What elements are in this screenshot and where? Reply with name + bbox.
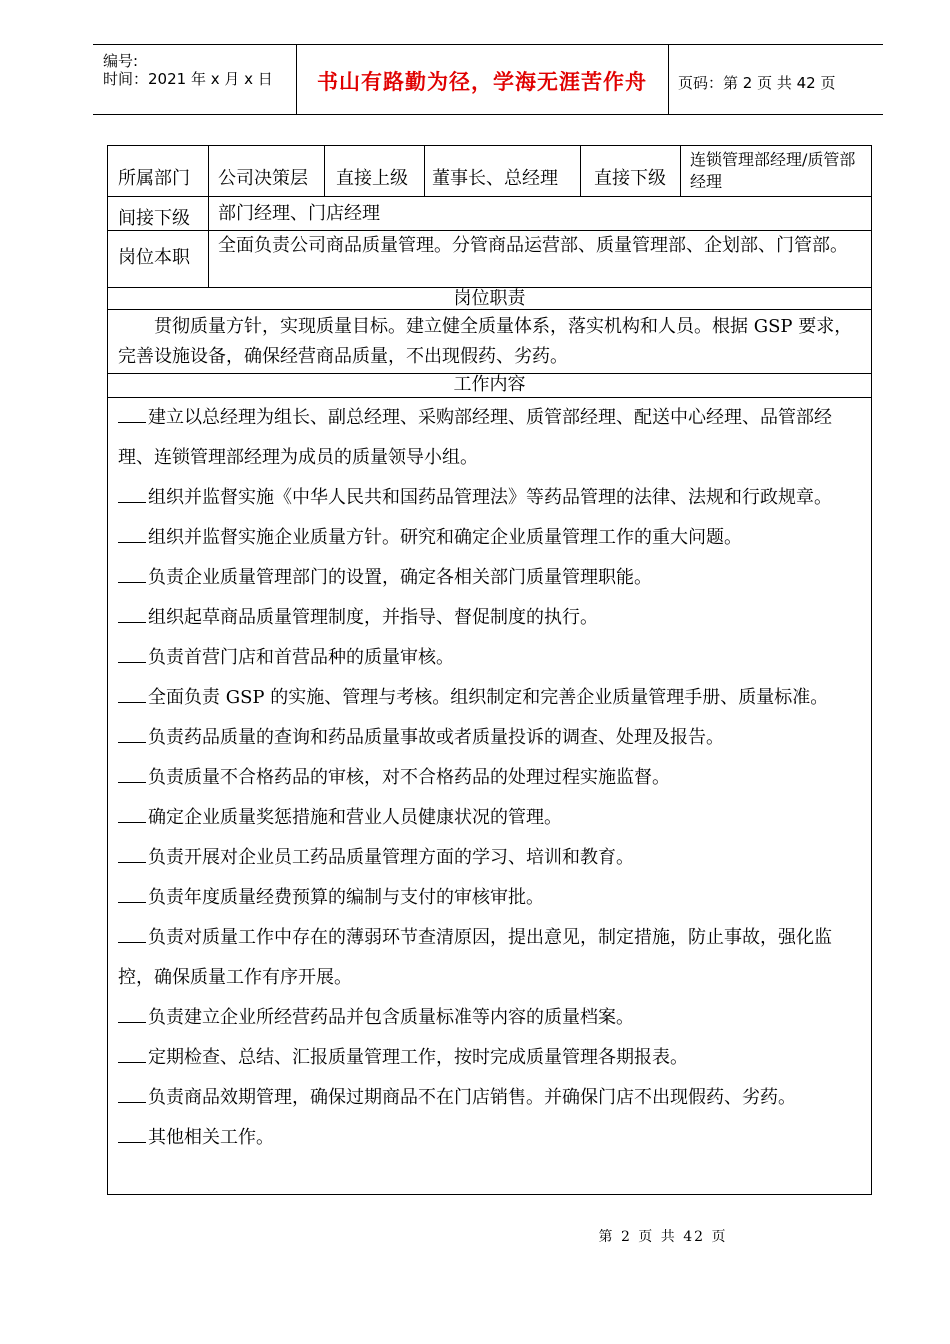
work-item: 组织起草商品质量管理制度，并指导、督促制度的执行。 (118, 598, 863, 638)
role-label: 岗位本职 (118, 247, 190, 268)
header-divider-right (668, 44, 669, 114)
dept-label: 所属部门 (118, 168, 190, 189)
blank-line (118, 684, 146, 703)
blank-line (118, 484, 146, 503)
work-item: 负责商品效期管理，确保过期商品不在门店销售。并确保门店不出现假药、劣药。 (118, 1078, 863, 1118)
blank-line (118, 884, 146, 903)
blank-line (118, 1044, 146, 1063)
role-value: 全面负责公司商品质量管理。分管商品运营部、质量管理部、企划部、门管部。 (218, 235, 848, 256)
duty-text: 贯彻质量方针，实现质量目标。建立健全质量体系，落实机构和人员。根据 GSP 要求，完善设施设备，确保经营商品质量，不出现假药、劣药。 (118, 316, 853, 367)
header-page-number: 页码：第 2 页 共 42 页 (678, 74, 836, 92)
table-col-rule (324, 146, 325, 196)
table-col-rule (580, 146, 581, 196)
document-code-label: 编号: (103, 52, 139, 70)
footer-page-number: 第 2 页 共 42 页 (598, 1229, 728, 1245)
work-item: 全面负责 GSP 的实施、管理与考核。组织制定和完善企业质量管理手册、质量标准。 (118, 678, 863, 718)
table-col-rule (680, 146, 681, 196)
blank-line (118, 604, 146, 623)
document-time-label: 时间：2021 年 x 月 x 日 (103, 70, 273, 88)
work-item: 组织并监督实施企业质量方针。研究和确定企业质量管理工作的重大问题。 (118, 518, 863, 558)
work-item: 负责开展对企业员工药品质量管理方面的学习、培训和教育。 (118, 838, 863, 878)
blank-line (118, 804, 146, 823)
work-section-title: 工作内容 (453, 374, 526, 395)
table-col-rule (208, 146, 209, 287)
table-rule (108, 230, 871, 231)
work-item: 负责企业质量管理部门的设置，确定各相关部门质量管理职能。 (118, 558, 863, 598)
header-bottom-rule (93, 114, 883, 115)
work-item: 负责首营门店和首营品种的质量审核。 (118, 638, 863, 678)
blank-line (118, 1084, 146, 1103)
blank-line (118, 924, 146, 943)
header-motto: 书山有路勤为径，学海无涯苦作舟 (317, 70, 647, 94)
indirect-subordinate-value: 部门经理、门店经理 (218, 203, 380, 224)
subordinate-value: 连锁管理部经理/质管部经理 (690, 150, 856, 191)
blank-line (118, 724, 146, 743)
indirect-subordinate-label: 间接下级 (118, 208, 190, 229)
work-item: 负责对质量工作中存在的薄弱环节查清原因，提出意见，制定措施，防止事故，强化监控，确保质量工作有序开展。 (118, 918, 863, 998)
blank-line (118, 524, 146, 543)
blank-line (118, 644, 146, 663)
work-item: 负责年度质量经费预算的编制与支付的审核审批。 (118, 878, 863, 918)
work-item: 组织并监督实施《中华人民共和国药品管理法》等药品管理的法律、法规和行政规章。 (118, 478, 863, 518)
work-item: 负责建立企业所经营药品并包含质量标准等内容的质量档案。 (118, 998, 863, 1038)
work-item: 负责药品质量的查询和药品质量事故或者质量投诉的调查、处理及报告。 (118, 718, 863, 758)
header-top-rule (93, 44, 883, 45)
work-item-list (118, 398, 863, 1158)
superior-label: 直接上级 (336, 168, 408, 189)
duty-section-title: 岗位职责 (453, 288, 526, 309)
work-item: 定期检查、总结、汇报质量管理工作，按时完成质量管理各期报表。 (118, 1038, 863, 1078)
blank-line (118, 1124, 146, 1143)
table-col-rule (424, 146, 425, 196)
blank-line (118, 404, 146, 423)
work-item: 建立以总经理为组长、副总经理、采购部经理、质管部经理、配送中心经理、品管部经理、连锁管理部经理为成员的质量领导小组。 (118, 398, 863, 478)
job-description-table (107, 145, 872, 1195)
blank-line (118, 1004, 146, 1023)
blank-line (118, 564, 146, 583)
work-item: 其他相关工作。 (118, 1118, 863, 1158)
work-item: 负责质量不合格药品的审核，对不合格药品的处理过程实施监督。 (118, 758, 863, 798)
blank-line (118, 764, 146, 783)
superior-value: 董事长、总经理 (432, 168, 558, 189)
dept-value: 公司决策层 (218, 168, 308, 189)
subordinate-label: 直接下级 (594, 168, 666, 189)
work-item: 确定企业质量奖惩措施和营业人员健康状况的管理。 (118, 798, 863, 838)
table-rule (108, 196, 871, 197)
blank-line (118, 844, 146, 863)
